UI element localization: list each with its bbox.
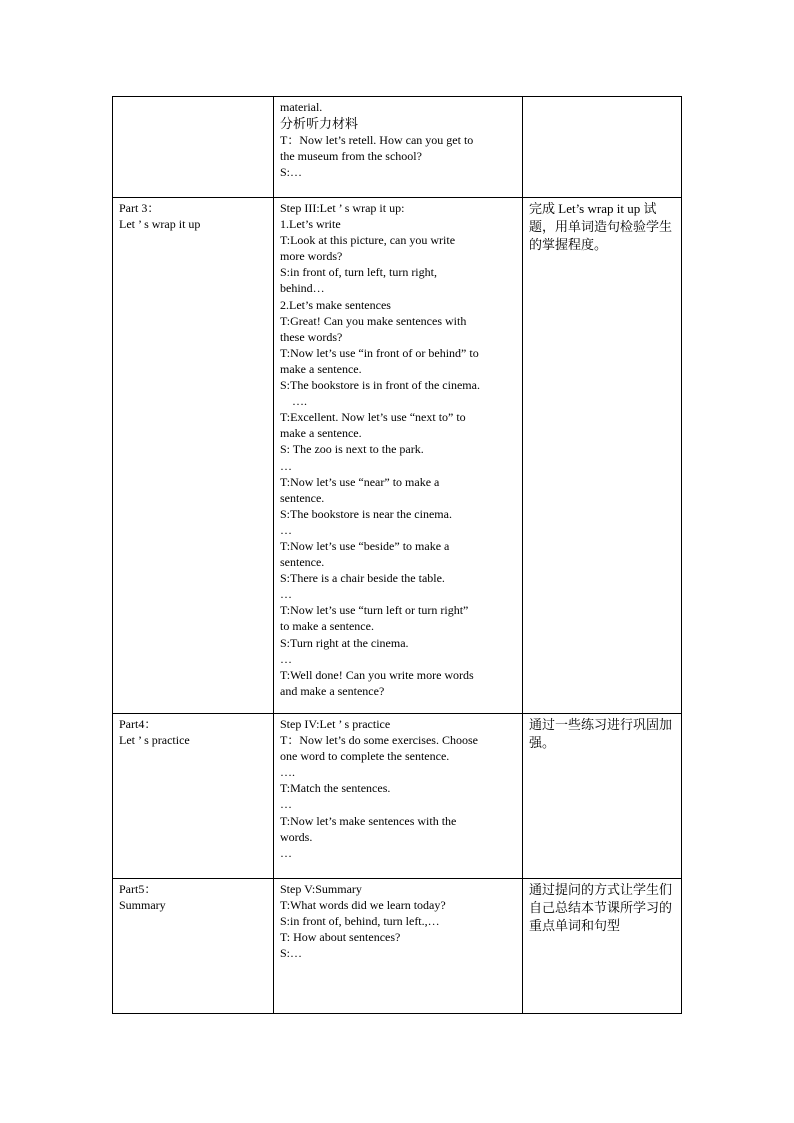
process-cell	[274, 879, 523, 1014]
teaching-aim-text: 通过一些练习进行巩固加强。	[529, 717, 673, 750]
process-line: words.	[280, 829, 313, 844]
process-line: Step III:Let ’ s wrap it up:	[280, 201, 405, 215]
process-line: T: How about sentences?	[280, 930, 401, 945]
process-line: 1.Let’s write	[280, 217, 341, 232]
aim-cell	[523, 198, 682, 714]
process-line: behind…	[280, 281, 325, 296]
process-line: sentence.	[280, 490, 325, 505]
aim-cell	[523, 879, 682, 1014]
process-line: T:Match the sentences.	[280, 781, 391, 796]
process-line: sentence.	[280, 555, 325, 570]
process-line: S:The bookstore is near the cinema.	[280, 506, 452, 521]
process-line: T:Great! Can you make sentences with	[280, 313, 467, 328]
process-line: 分析听力材料	[280, 116, 359, 132]
process-line: 2.Let’s make sentences	[280, 297, 391, 312]
lesson-plan-table	[112, 96, 682, 1014]
process-line: these words?	[280, 329, 343, 344]
process-line: S:Turn right at the cinema.	[280, 635, 409, 650]
process-line: …	[280, 458, 292, 473]
process-line: …	[280, 587, 292, 602]
aim-cell	[523, 714, 682, 879]
process-line: …	[280, 651, 292, 666]
process-line: S:…	[280, 946, 303, 961]
part-cell	[113, 879, 274, 1014]
part-number: Part 3：	[119, 201, 160, 215]
process-line: make a sentence.	[280, 361, 362, 376]
process-line: make a sentence.	[280, 426, 362, 441]
process-line: more words?	[280, 249, 343, 264]
process-cell	[274, 198, 523, 714]
process-line: T:Now let’s use “turn left or turn right”	[280, 603, 469, 618]
process-line: Step IV:Let ’ s practice	[280, 717, 391, 731]
process-line: S:in front of, turn left, turn right,	[280, 265, 437, 280]
process-line: ….	[280, 765, 295, 780]
part-number: Part4：	[119, 717, 157, 731]
process-line: S:The bookstore is in front of the cinema.	[280, 378, 480, 393]
process-line: Step V:Summary	[280, 882, 362, 896]
process-line: material.	[280, 100, 323, 114]
process-line: T:Excellent. Now let’s use “next to” to	[280, 410, 466, 425]
process-line: S:There is a chair beside the table.	[280, 571, 445, 586]
process-cell	[274, 97, 523, 198]
teaching-aim-text: 完成 Let’s wrap it up 试题，用单词造句检验学生的掌握程度。	[529, 201, 673, 252]
table-row	[113, 714, 682, 879]
process-line: T:What words did we learn today?	[280, 898, 446, 913]
process-cell	[274, 714, 523, 879]
process-line: …	[280, 845, 292, 860]
table-row	[113, 879, 682, 1014]
table-row	[113, 198, 682, 714]
process-line: T:Now let’s use “in front of or behind” to	[280, 345, 479, 360]
process-line: T:Now let’s use “near” to make a	[280, 474, 440, 489]
part-cell	[113, 714, 274, 879]
process-line: T：Now let’s retell. How can you get to	[280, 133, 474, 148]
aim-cell	[523, 97, 682, 198]
process-line: …	[280, 522, 292, 537]
process-line: T：Now let’s do some exercises. Choose	[280, 733, 478, 748]
process-line: S: The zoo is next to the park.	[280, 442, 424, 457]
part-title: Summary	[119, 898, 166, 913]
process-line: T:Look at this picture, can you write	[280, 233, 456, 248]
process-line: the museum from the school?	[280, 149, 422, 164]
process-line: S:in front of, behind, turn left.,…	[280, 914, 440, 929]
process-line: T:Well done! Can you write more words	[280, 667, 474, 682]
part-number: Part5：	[119, 882, 157, 896]
part-cell	[113, 97, 274, 198]
process-line: to make a sentence.	[280, 619, 374, 634]
process-line: S:…	[280, 165, 303, 180]
process-line: T:Now let’s use “beside” to make a	[280, 538, 450, 553]
process-line: …	[280, 797, 292, 812]
part-title: Let ’ s practice	[119, 733, 190, 748]
process-line: and make a sentence?	[280, 683, 385, 698]
process-line: T:Now let’s make sentences with the	[280, 813, 457, 828]
part-cell	[113, 198, 274, 714]
teaching-aim-text: 通过提问的方式让学生们自己总结本节课所学习的重点单词和句型	[529, 882, 673, 933]
process-line: one word to complete the sentence.	[280, 749, 450, 764]
table-row	[113, 97, 682, 198]
part-title: Let ’ s wrap it up	[119, 217, 201, 232]
process-line: ….	[292, 394, 307, 409]
